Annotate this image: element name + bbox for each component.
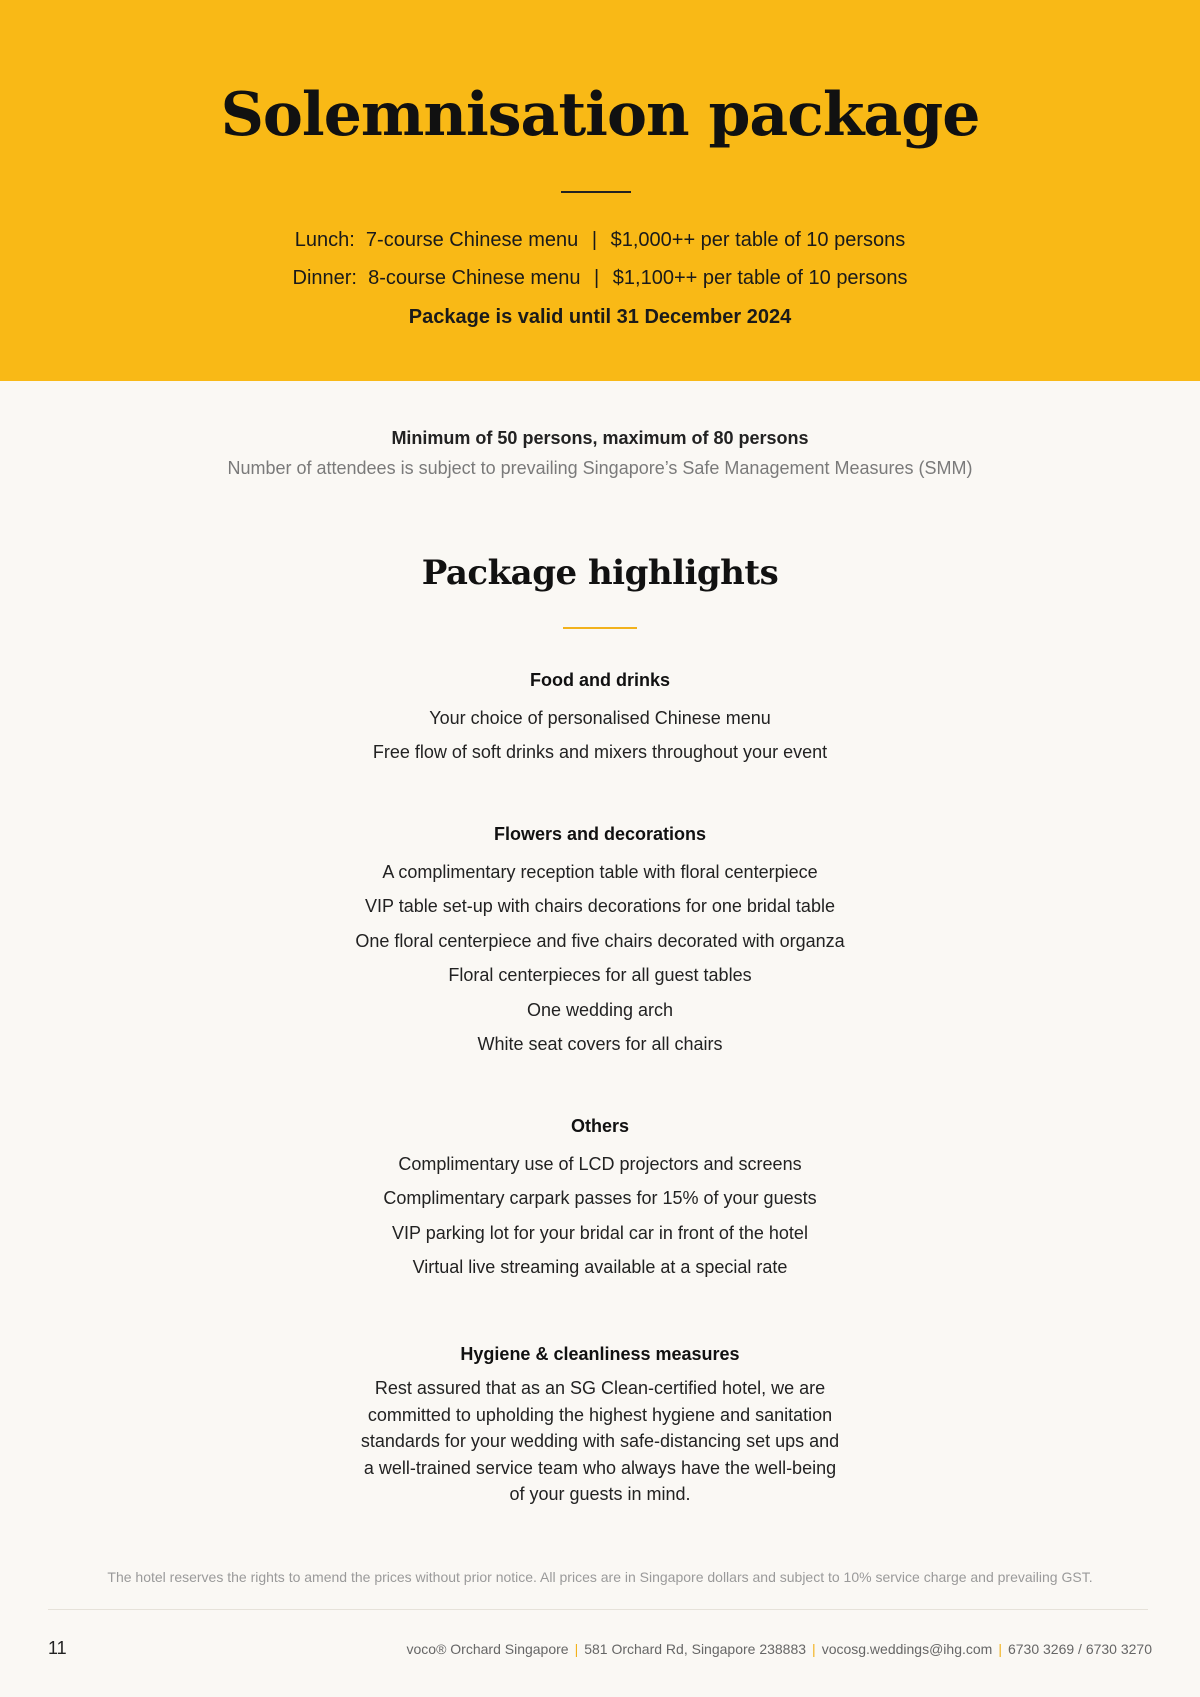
list-item: Complimentary use of LCD projectors and screens (398, 1154, 802, 1174)
title-divider (561, 191, 631, 193)
list-item: Floral centerpieces for all guest tables (448, 965, 752, 986)
separator: | (574, 1641, 579, 1657)
capacity-note: Number of attendees is subject to prevailing Singapore’s Safe Management Measures (SMM) (227, 458, 973, 478)
section-flowers-and-decorations (0, 819, 1200, 1061)
contact-email[interactable]: vocosg.weddings@ihg.com (821, 1641, 993, 1657)
page-title: Solemnisation package (220, 80, 980, 150)
dinner-pricing (0, 267, 1200, 290)
list-item: Free flow of soft drinks and mixers throughout your event (372, 742, 828, 763)
lunch-price: $1,000++ per table of 10 persons (610, 229, 906, 251)
section-hygiene (0, 1339, 1200, 1508)
hotel-address: 581 Orchard Rd, Singapore 238883 (584, 1641, 807, 1657)
lunch-pricing (0, 229, 1200, 252)
list-item: One wedding arch (526, 999, 674, 1020)
dinner-label: Dinner: (292, 267, 357, 289)
dinner-menu: 8-course Chinese menu (368, 267, 581, 289)
separator: | (594, 267, 600, 289)
section-items (0, 1147, 1200, 1285)
pricing-footnote: The hotel reserves the rights to amend the prices without prior notice. All prices are in Singapore dollars and subject to 10% service charge and prevailing GST. (107, 1569, 1093, 1585)
section-title: Others (570, 1116, 630, 1136)
list-item: One floral centerpiece and five chairs decorated with organza (355, 930, 845, 951)
list-item: VIP table set-up with chairs decorations for one bridal table (365, 896, 835, 917)
lunch-menu: 7-course Chinese menu (365, 229, 579, 251)
section-title: Food and drinks (529, 670, 670, 690)
contact-phone: 6730 3269 / 6730 3270 (1007, 1641, 1152, 1657)
list-item: VIP parking lot for your bridal car in front of the hotel (392, 1222, 808, 1243)
section-items (0, 855, 1200, 1061)
hotel-name: voco® Orchard Singapore (406, 1641, 569, 1657)
footer-contact (407, 1641, 1153, 1657)
list-item: Virtual live streaming available at a special rate (412, 1257, 788, 1278)
list-item: Complimentary carpark passes for 15% of your guests (383, 1188, 817, 1209)
dinner-price: $1,100++ per table of 10 persons (612, 267, 908, 289)
list-item: Your choice of personalised Chinese menu (429, 708, 771, 728)
capacity-headline: Minimum of 50 persons, maximum of 80 persons (391, 428, 809, 448)
page-number: 11 (48, 1638, 67, 1658)
section-others (0, 1111, 1200, 1285)
highlights-divider (563, 627, 637, 629)
footer-divider (48, 1609, 1148, 1610)
separator: | (998, 1641, 1002, 1657)
separator: | (812, 1641, 816, 1657)
section-title: Flowers and decorations (493, 824, 707, 844)
hygiene-description: Rest assured that as an SG Clean-certified hotel, we are committed to upholding the highest hygiene and sanitation standards for your wedding with safe-distancing set ups and a well-trained service team who always have the well-being of your guests in mind. (360, 1378, 840, 1504)
validity-note: Package is valid until 31 December 2024 (408, 306, 792, 328)
list-item: White seat covers for all chairs (477, 1033, 723, 1054)
section-title: Hygiene & cleanliness measures (460, 1344, 740, 1364)
highlights-heading: Package highlights (421, 553, 779, 593)
separator: | (591, 229, 598, 251)
section-food-and-drinks (0, 665, 1200, 770)
lunch-label: Lunch: (294, 229, 355, 251)
header-banner (0, 0, 1200, 381)
list-item: A complimentary reception table with floral centerpiece (382, 862, 818, 882)
section-items (0, 701, 1200, 770)
